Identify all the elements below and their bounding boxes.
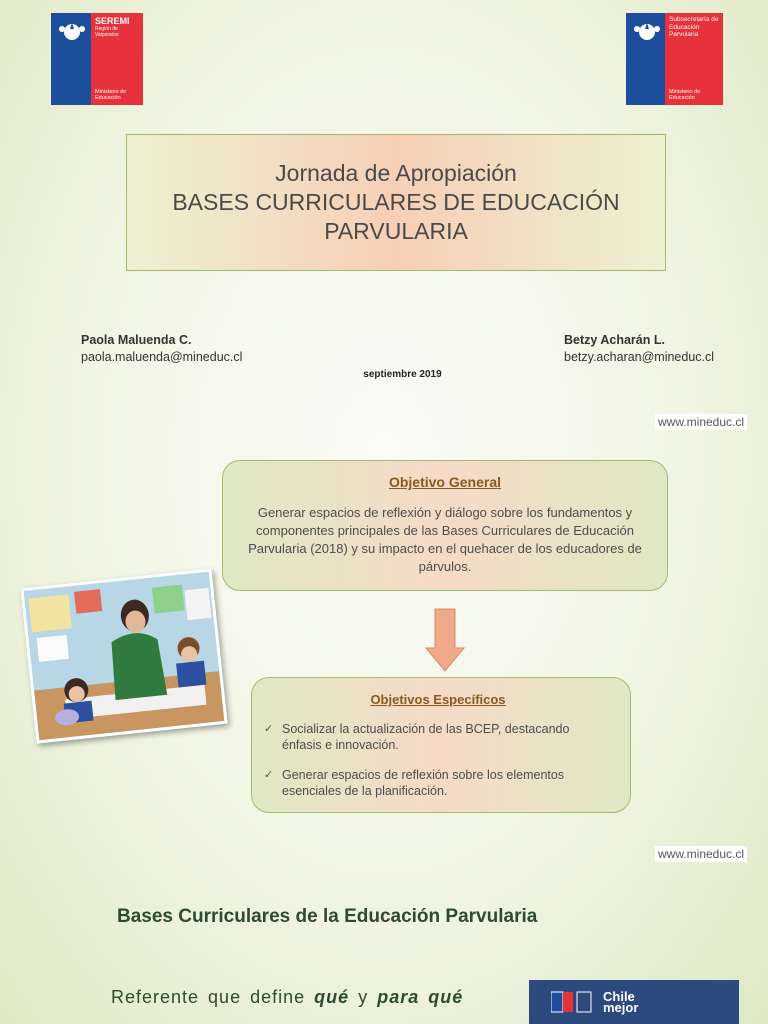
author-name: Betzy Acharán L. — [564, 333, 665, 347]
checkmark-icon: ✓ — [264, 723, 274, 735]
title-line-1: Jornada de Apropiación — [275, 160, 517, 186]
checkmark-icon: ✓ — [264, 769, 274, 781]
date: septiembre 2019 — [363, 369, 442, 380]
objetivos-especificos-box — [251, 677, 631, 813]
logo-subtitle: Región de Valparaíso — [95, 26, 119, 38]
objetivo-general-box — [222, 460, 668, 591]
ministry-crest-icon — [551, 990, 593, 1014]
author-name: Paola Maluenda C. — [81, 333, 192, 347]
list-item: ✓ Socializar la actualización de las BCEP, destacando énfasis e innovación. — [264, 722, 570, 752]
objetivos-especificos-list — [264, 721, 612, 799]
title-line-3: PARVULARIA — [324, 218, 468, 244]
objetivo-general-heading: Objetivo General — [388, 474, 502, 490]
mejor-label: mejor — [603, 1000, 639, 1015]
subsecretaria-logo — [626, 13, 723, 105]
logo-title: SEREMI — [95, 16, 130, 26]
objetivos-especificos-heading: Objetivos Específicos — [370, 692, 506, 707]
chile-crest-icon — [632, 19, 662, 43]
list-item: ✓ Generar espacios de reflexión sobre los elementos esenciales de la planificación. — [264, 768, 565, 798]
title-box — [126, 134, 666, 271]
referente-text: Referente que define qué y para qué — [111, 987, 464, 1007]
logo-title: Subsecretaría de Educación Parvularia — [669, 16, 719, 38]
author-email[interactable]: betzy.acharan@mineduc.cl — [564, 350, 715, 364]
logo-ministry: Ministerio de Educación — [669, 89, 701, 101]
chile-crest-icon — [57, 19, 87, 43]
title-line-2: BASES CURRICULARES DE EDUCACIÓN — [172, 189, 620, 215]
website-link[interactable]: www.mineduc.cl — [655, 846, 747, 862]
chile-mejor-logo — [529, 980, 739, 1024]
classroom-photo — [20, 568, 227, 743]
seremi-logo — [51, 13, 143, 105]
logo-ministry: Ministerio de Educación — [95, 89, 127, 101]
classroom-photo-illustration — [24, 572, 225, 741]
objetivo-general-text: Generar espacios de reflexión y diálogo sobre los fundamentos y componentes principales de las Bases Curriculares de Educación Parvularia (2018) y su impacto en el quehacer de los educadores de párvulos. — [248, 505, 642, 574]
bases-heading: Bases Curriculares de la Educación Parvularia — [117, 906, 538, 927]
down-arrow-icon — [425, 608, 465, 672]
author-right — [564, 332, 714, 366]
chile-label: Chile — [603, 989, 635, 1004]
author-email[interactable]: paola.maluenda@mineduc.cl — [81, 350, 243, 364]
author-left — [81, 332, 242, 366]
website-link[interactable]: www.mineduc.cl — [655, 414, 747, 430]
